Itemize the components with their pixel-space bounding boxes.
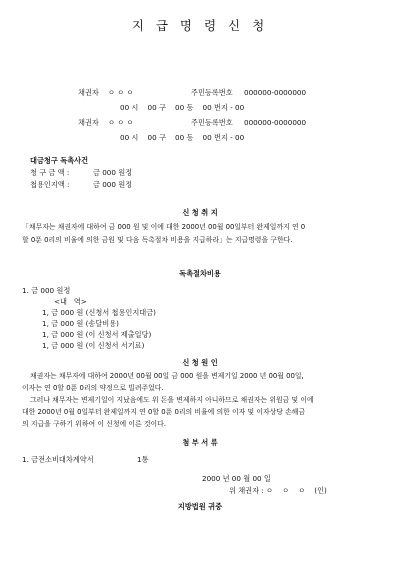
attachment-count: 1통 (137, 455, 149, 464)
costs-detail-label: <내 역> (54, 297, 87, 306)
stamp-value: 금 000 원정 (93, 180, 133, 189)
cause-line-1: 채권자는 채무자에 대하여 2000년 00월 00일 금 000 원을 변제기일 2000 년 00월 00일, (30, 372, 304, 380)
attachments-heading: 첨 부 서 류 (182, 438, 218, 447)
creditor-label: 채권자 (78, 88, 99, 97)
document-title: 지 급 명 령 신 청 (131, 18, 269, 33)
stamp-label: 첩용인지액 : (30, 180, 70, 189)
cause-line-4: 대한 2000년 0월 0일부터 완제일까지 연 0할 0푼 0리의 비율에 의한 이자 및 이자상당 손해금 (22, 408, 306, 416)
purpose-line-2: 할 0푼 0리의 비율에 의한 금원 및 다음 독촉절차 비용을 지급하라」는 지급명령을 구한다. (22, 236, 293, 244)
debtor-label: 채권자 (78, 118, 99, 127)
claim-label: 청 구 금 액 : (30, 168, 70, 177)
debtor-id-value: 000000-0000000 (244, 118, 307, 127)
footer-date: 2000 년 00 월 00 일 (202, 474, 271, 483)
attachment-item: 1. 금전소비대차계약서 (22, 455, 94, 464)
debtor-name: ㅇ ㅇ ㅇ (108, 118, 134, 127)
cost-item: 1, 금 000 원 (이 신청서 제출일당) (42, 330, 152, 339)
purpose-line-1: 「채무자는 채권자에 대하여 금 000 원 및 이에 대한 2000년 00월 00일부터 완제일까지 연 0 (22, 223, 306, 231)
case-title: 대금청구 독촉사건 (30, 156, 89, 165)
costs-total: 1. 금 000 원정 (22, 286, 71, 295)
cause-line-2: 이자는 연 0할 0푼 0리의 약정으로 빌려주었다. (22, 384, 164, 392)
creditor-id-label: 주민등록번호 (191, 88, 233, 97)
cause-line-5: 의 지급을 구하기 위하여 이 신청에 이른 것이다. (22, 420, 166, 428)
cause-line-3: 그러나 채무자는 변제기일이 지났음에도 위 돈을 변제하지 아니하므로 채권자는 위원금 및 이에 (30, 396, 314, 404)
cost-item: 1, 금 000 원 (이 신청서 서기료) (42, 341, 145, 350)
claim-value: 금 000 원정 (93, 168, 133, 177)
creditor-name: ㅇ ㅇ ㅇ (108, 88, 134, 97)
cause-heading: 신 청 원 인 (182, 358, 218, 367)
cost-item: 1, 금 000 원 (신청서 첩용인지대금) (42, 308, 156, 317)
purpose-heading: 신 청 취 지 (182, 208, 218, 217)
costs-heading: 독촉절차비용 (179, 269, 221, 278)
creditor-id-value: 000000-0000000 (244, 88, 307, 97)
creditor-address: 00 시 00 구 00 동 00 번지 - 00 (120, 103, 245, 112)
footer-signer: 위 채권자 : ㅇ ㅇ ㅇ (인) (229, 486, 327, 495)
debtor-address: 00 시 00 구 00 동 00 번지 - 00 (120, 133, 245, 142)
footer-court: 지방법원 귀중 (177, 502, 223, 511)
debtor-id-label: 주민등록번호 (191, 118, 233, 127)
cost-item: 1, 금 000 원 (송달비용) (42, 319, 119, 328)
